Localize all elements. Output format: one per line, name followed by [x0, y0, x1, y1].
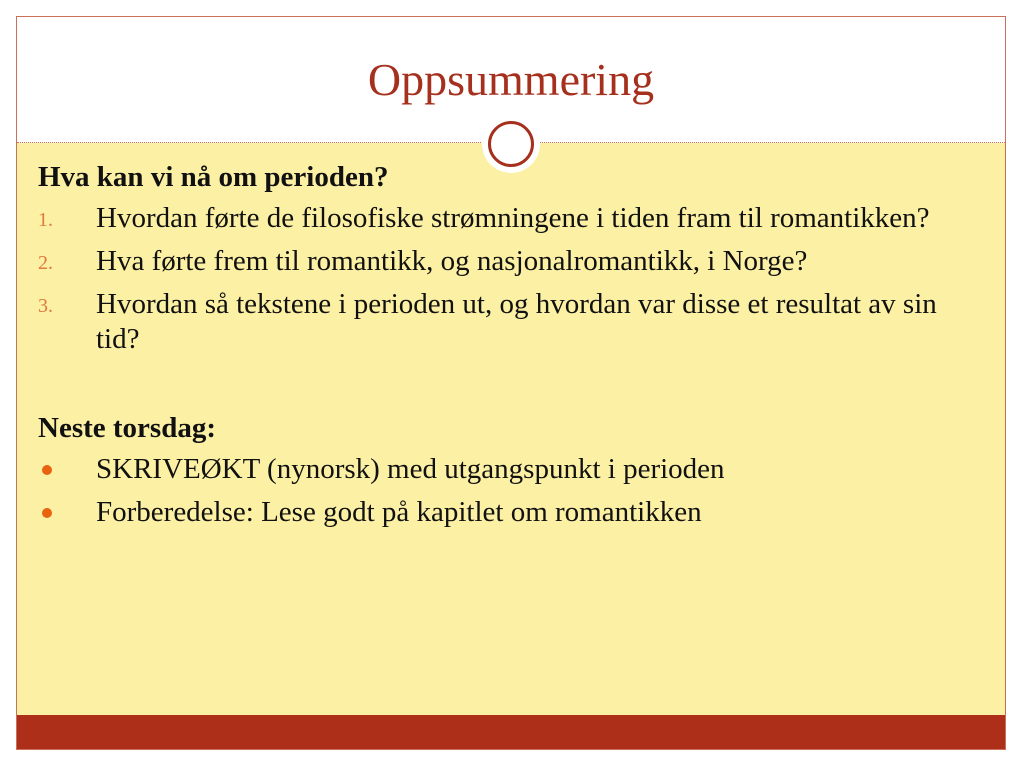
section-heading-torsdag: Neste torsdag:: [38, 412, 216, 444]
list-item-text: Hva førte frem til romantikk, og nasjonalromantikk, i Norge?: [96, 245, 808, 277]
ornament-ring: [488, 121, 534, 167]
list-number: 3.: [38, 295, 53, 317]
filled-circle-bullet-icon: [42, 465, 52, 475]
numbered-list-item: [38, 287, 968, 357]
section-heading-perioden: Hva kan vi nå om perioden?: [38, 161, 389, 193]
list-item-text: Hvordan så tekstene i perioden ut, og hvordan var disse et resultat av sin tid?: [96, 288, 937, 355]
filled-circle-bullet-icon: [42, 508, 52, 518]
list-number: 1.: [38, 209, 53, 231]
list-item-text: Forberedelse: Lese godt på kapitlet om romantikken: [96, 496, 702, 528]
numbered-list-item: [38, 201, 968, 236]
numbered-list-item: [38, 244, 968, 279]
circle-ring-ornament-icon: [482, 115, 540, 173]
slide-body: [38, 160, 968, 538]
footer-band: [17, 715, 1005, 749]
list-item-text: SKRIVEØKT (nynorsk) med utgangspunkt i perioden: [96, 453, 725, 485]
bullet-list-item: [38, 452, 968, 487]
slide-title: Oppsummering: [367, 54, 655, 105]
bullet-list-item: [38, 495, 968, 530]
list-number: 2.: [38, 252, 53, 274]
list-item-text: Hvordan førte de filosofiske strømningene i tiden fram til romantikken?: [96, 202, 930, 234]
